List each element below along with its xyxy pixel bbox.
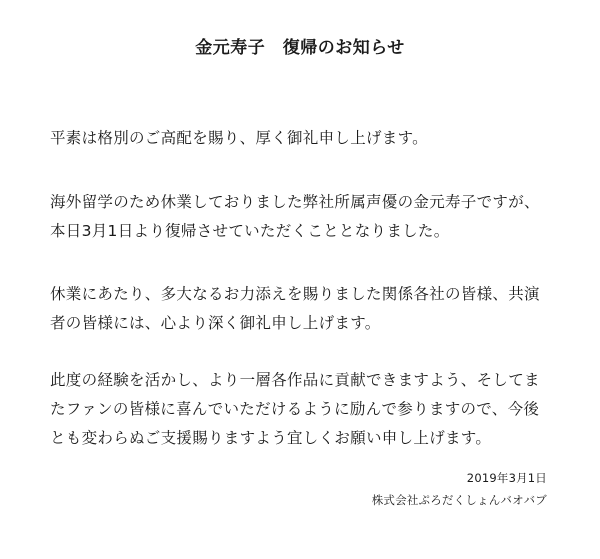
paragraph-return-announcement: [50, 188, 570, 246]
paragraph-line: 平素は格別のご高配を賜り、厚く御礼申し上げます。: [50, 129, 428, 147]
paragraph-line: 本日3月1日より復帰させていただくこととなりました。: [50, 222, 450, 240]
paragraph-thanks: [50, 280, 570, 338]
paragraph-greeting: [50, 124, 570, 153]
notice-title: 金元寿子 復帰のお知らせ: [195, 38, 405, 58]
paragraph-closing: [50, 366, 570, 453]
paragraph-line: 海外留学のため休業しておりました弊社所属声優の金元寿子ですが、: [50, 193, 540, 211]
company-name: 株式会社ぷろだくしょんバオバブ: [371, 493, 547, 507]
notice-date: 2019年3月1日: [466, 471, 547, 485]
paragraph-line: 此度の経験を活かし、より一層各作品に貢献できますよう、そしてま: [50, 371, 540, 389]
paragraph-line: とも変わらぬご支援賜りますよう宜しくお願い申し上げます。: [50, 429, 492, 447]
paragraph-line: 休業にあたり、多大なるお力添えを賜りました関係各社の皆様、共演: [50, 285, 540, 303]
paragraph-line: 者の皆様には、心より深く御礼申し上げます。: [50, 314, 381, 332]
paragraph-line: たファンの皆様に喜んでいただけるように励んで参りますので、今後: [50, 400, 540, 418]
